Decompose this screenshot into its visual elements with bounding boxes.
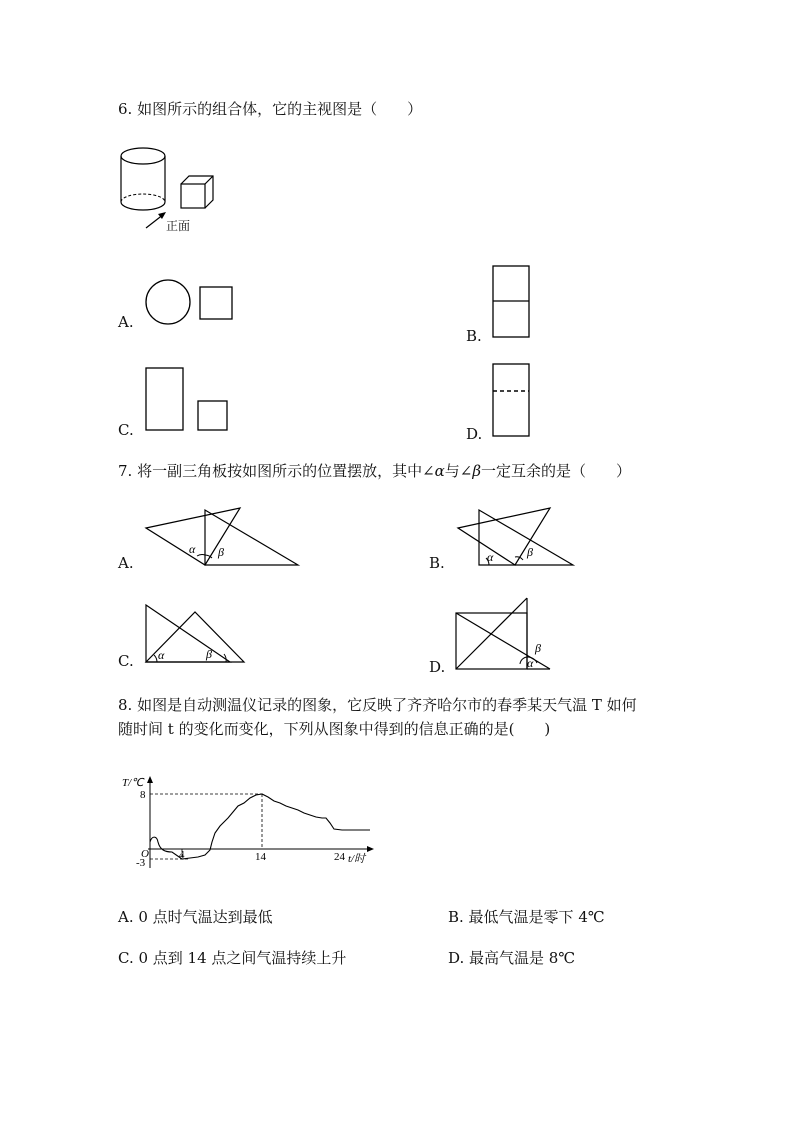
q7-text-part-3: 一定互余的是（ ）	[481, 462, 632, 480]
q7-option-b-label[interactable]: B.	[429, 554, 445, 572]
q7-option-c-label[interactable]: C.	[118, 652, 134, 670]
question-8-line-2: 随时间 t 的变化而变化，下列从图象中得到的信息正确的是( )	[118, 720, 551, 738]
q7d-beta-mark: β	[535, 641, 541, 655]
q8-option-b[interactable]: B. 最低气温是零下 4℃	[448, 908, 605, 926]
q6-option-c-label[interactable]: C.	[118, 421, 134, 439]
y-tick-8: 8	[140, 789, 146, 801]
x-tick-14: 14	[255, 851, 266, 863]
q7-text-part-2: 与∠	[444, 462, 473, 480]
q7-beta-symbol: β	[472, 462, 482, 480]
x-tick-4: 4	[179, 849, 185, 861]
q8-option-c[interactable]: C. 0 点到 14 点之间气温持续上升	[118, 949, 347, 967]
q6-option-a-label[interactable]: A.	[118, 313, 134, 331]
q6-option-b-label[interactable]: B.	[466, 327, 482, 345]
q8-option-a[interactable]: A. 0 点时气温达到最低	[118, 908, 273, 926]
x-tick-24: 24	[334, 851, 345, 863]
q7-text-part-1: 7. 将一副三角板按如图所示的位置摆放，其中∠	[118, 462, 435, 480]
y-axis-label: T/℃	[122, 777, 144, 789]
q8-option-d[interactable]: D. 最高气温是 8℃	[448, 949, 576, 967]
q7c-beta-mark: β	[206, 647, 212, 661]
q7-option-d-label[interactable]: D.	[429, 658, 446, 676]
q7b-alpha-mark: α	[487, 550, 494, 564]
q7d-alpha-mark: α	[527, 656, 534, 670]
question-6-text: 6. 如图所示的组合体，它的主视图是（ ）	[118, 100, 423, 118]
q7b-beta-mark: β	[527, 545, 533, 559]
question-8-line-1: 8. 如图是自动测温仪记录的图象，它反映了齐齐哈尔市的春季某天气温 T 如何	[118, 696, 637, 714]
x-axis-label: t/时	[348, 853, 366, 865]
front-view-label: 正面	[166, 219, 191, 233]
q7-alpha-symbol: α	[434, 462, 445, 480]
q6-option-d-label[interactable]: D.	[466, 425, 483, 443]
q7c-alpha-mark: α	[158, 648, 165, 662]
q7a-beta-mark: β	[218, 545, 224, 559]
y-tick-neg3: -3	[136, 857, 146, 869]
q7a-alpha-mark: α	[189, 542, 196, 556]
q7-option-a-label[interactable]: A.	[118, 554, 134, 572]
origin-label: O	[141, 848, 149, 860]
